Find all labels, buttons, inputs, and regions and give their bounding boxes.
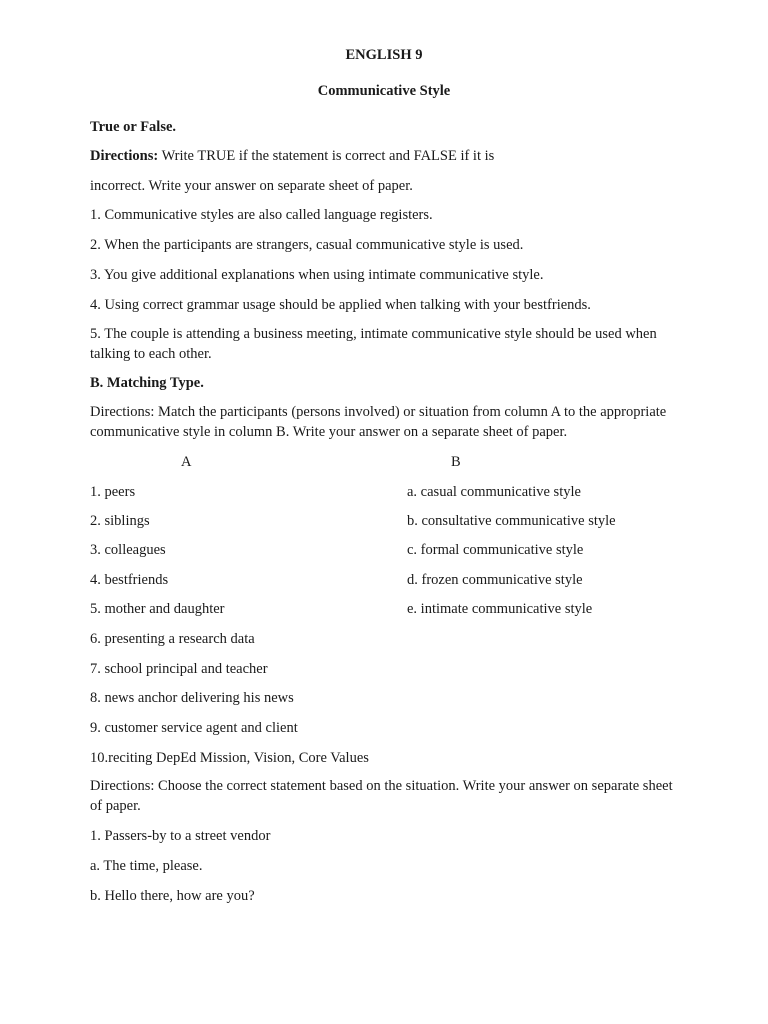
part-c-question: 1. Passers-by to a street vendor: [90, 828, 271, 844]
column-a-item: 8. news anchor delivering his news: [90, 690, 294, 706]
part-b-directions: Directions: Match the participants (persons involved) or situation from column A to the appropriate communicative style in column B. Write your answer on a separate sheet of paper.: [90, 404, 667, 440]
part-a-directions: [90, 147, 494, 165]
part-c-directions: Directions: Choose the correct statement based on the situation. Write your answer on separate sheet of paper.: [90, 778, 673, 814]
directions-text: Write TRUE if the statement is correct and FALSE if it is: [158, 148, 495, 164]
tf-item: 3. You give additional explanations when using intimate communicative style.: [90, 267, 544, 283]
column-a-item: 10.reciting DepEd Mission, Vision, Core Values: [90, 750, 369, 766]
column-a-item: 4. bestfriends: [90, 572, 169, 588]
column-b-item: c. formal communicative style: [407, 542, 584, 558]
part-c-option: b. Hello there, how are you?: [90, 888, 255, 904]
column-b-item: e. intimate communicative style: [407, 601, 593, 617]
column-a-item: 9. customer service agent and client: [90, 720, 298, 736]
part-a-directions-cont: incorrect. Write your answer on separate sheet of paper.: [90, 178, 413, 194]
column-b-item: d. frozen communicative style: [407, 572, 583, 588]
column-a-header: A: [181, 454, 192, 470]
column-b-item: b. consultative communicative style: [407, 513, 616, 529]
column-a-item: 3. colleagues: [90, 542, 166, 558]
part-a-title: True or False.: [90, 119, 177, 135]
column-a-item: 6. presenting a research data: [90, 631, 255, 647]
tf-item: 4. Using correct grammar usage should be applied when talking with your bestfriends.: [90, 297, 591, 313]
tf-item: 2. When the participants are strangers, casual communicative style is used.: [90, 237, 524, 253]
part-c-option: a. The time, please.: [90, 858, 203, 874]
part-b-title: B. Matching Type.: [90, 375, 204, 391]
column-b-item: a. casual communicative style: [407, 484, 581, 500]
column-a-item: 2. siblings: [90, 513, 150, 529]
tf-item: 5. The couple is attending a business meeting, intimate communicative style should be used when talking to each other.: [90, 326, 657, 362]
directions-label: Directions:: [90, 148, 159, 164]
subject-title: ENGLISH 9: [345, 47, 423, 63]
column-a-item: 5. mother and daughter: [90, 601, 225, 617]
tf-item: 1. Communicative styles are also called language registers.: [90, 207, 433, 223]
column-a-item: 7. school principal and teacher: [90, 661, 268, 677]
column-a-item: 1. peers: [90, 484, 136, 500]
column-b-header: B: [451, 454, 461, 470]
topic-title: Communicative Style: [317, 83, 451, 99]
